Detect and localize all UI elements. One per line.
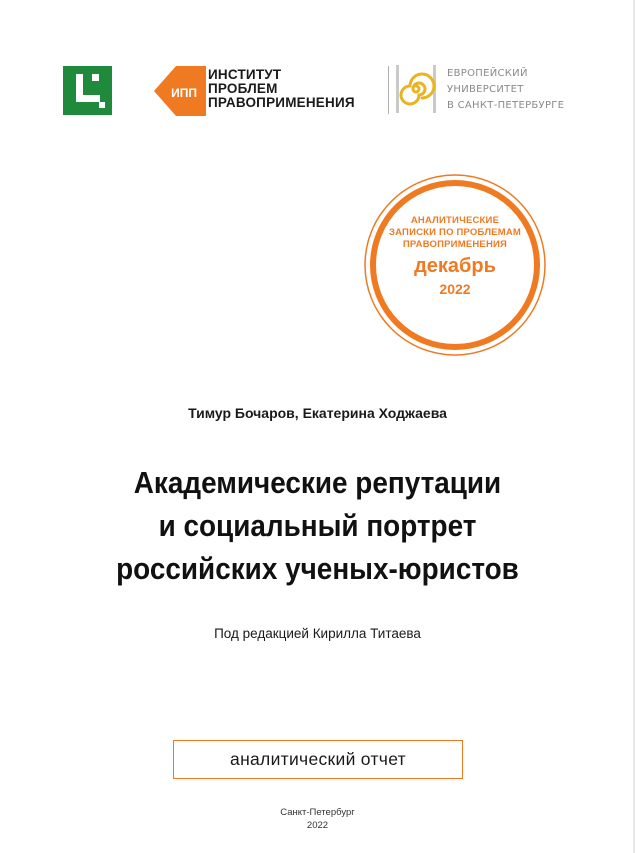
authors: Тимур Бочаров, Екатерина Ходжаева	[188, 405, 447, 421]
badge-series-line: АНАЛИТИЧЕСКИЕ	[410, 215, 500, 226]
title-line: российских ученых-юристов	[116, 551, 519, 586]
eu-spiral-logo-icon	[394, 63, 438, 115]
ipp-arrow-icon	[154, 66, 206, 116]
badge-year: 2022	[439, 281, 471, 297]
imprint-city: Санкт-Петербург	[280, 807, 355, 818]
ipp-mark-text: ИПП	[171, 86, 197, 100]
eu-name-line: В САНКТ-ПЕТЕРБУРГЕ	[447, 100, 565, 111]
eu-name-line: УНИВЕРСИТЕТ	[447, 84, 524, 95]
badge-month: декабрь	[414, 255, 496, 277]
ipp-name	[208, 68, 355, 110]
badge-text	[362, 215, 548, 298]
ipp-logo	[154, 66, 374, 116]
ipp-name-line: ПРОБЛЕМ	[208, 81, 278, 96]
logo-divider	[388, 66, 389, 114]
badge-series-line: ЗАПИСКИ ПО ПРОБЛЕМАМ	[388, 227, 522, 238]
imprint-year: 2022	[306, 820, 329, 831]
title-line: и социальный портрет	[158, 508, 477, 543]
green-square-logo-icon	[63, 66, 112, 115]
eu-name	[447, 66, 564, 114]
ipp-name-line: ПРАВОПРИМЕНЕНИЯ	[208, 95, 355, 110]
badge-series-line: ПРАВОПРИМЕНЕНИЯ	[402, 239, 508, 250]
series-badge	[362, 172, 548, 358]
document-title	[32, 461, 604, 590]
report-type-box: аналитический отчет	[173, 740, 463, 779]
ipp-name-line: ИНСТИТУТ	[208, 67, 282, 82]
imprint	[0, 806, 635, 832]
title-line: Академические репутации	[133, 465, 502, 500]
editor-line: Под редакцией Кирилла Титаева	[214, 626, 421, 641]
eu-name-line: ЕВРОПЕЙСКИЙ	[447, 68, 528, 79]
